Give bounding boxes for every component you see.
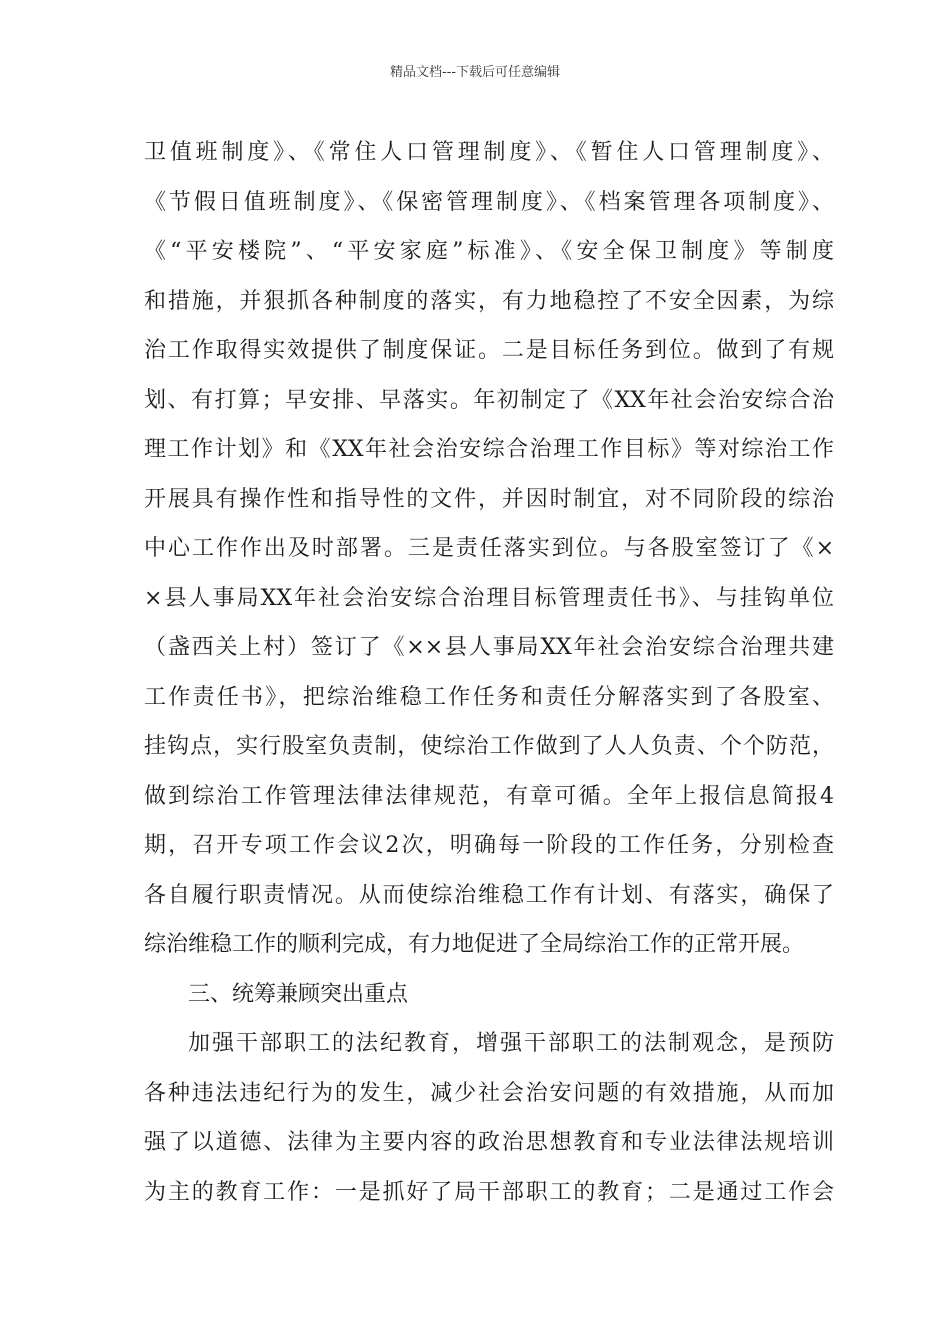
text-line-6: 划、有打算；早安排、早落实。年初制定了《XX年社会治安综合治 xyxy=(144,387,834,413)
text-line-7: 理工作计划》和《XX年社会治安综合治理工作目标》等对综治工作 xyxy=(144,437,834,462)
document-body xyxy=(144,128,834,1217)
text-line-17: 综治维稳工作的顺利完成，有力地促进了全局综治工作的正常开展。 xyxy=(144,932,805,957)
text-line-10: ×县人事局XX年社会治安综合治理目标管理责任书》、与挂钩单位 xyxy=(144,585,834,611)
text-line-9: 中心工作作出及时部署。三是责任落实到位。与各股室签订了《× xyxy=(144,536,834,561)
text-line-14: 做到综治工作管理法律法律规范，有章可循。全年上报信息简报4 xyxy=(144,783,834,809)
text-line-8: 开展具有操作性和指导性的文件，并因时制宜，对不同阶段的综治 xyxy=(144,486,834,512)
text-line-1: 卫值班制度》、《常住人口管理制度》、《暂住人口管理制度》、 xyxy=(144,140,834,165)
page-header: 精品文档---下载后可任意编辑 xyxy=(389,65,561,80)
text-line-5: 治工作取得实效提供了制度保证。二是目标任务到位。做到了有规 xyxy=(144,338,834,363)
text-line-2: 《节假日值班制度》、《保密管理制度》、《档案管理各项制度》、 xyxy=(144,189,834,215)
text-line-13: 挂钩点，实行股室负责制，使综治工作做到了人人负责、个个防范， xyxy=(144,734,834,759)
text-line-16: 各自履行职责情况。从而使综治维稳工作有计划、有落实，确保了 xyxy=(144,882,834,908)
text-line-19: 加强干部职工的法纪教育，增强干部职工的法制观念，是预防 xyxy=(188,1031,834,1056)
section-heading: 三、统筹兼顾突出重点 xyxy=(188,981,409,1007)
text-line-11: （盏西关上村）签订了《××县人事局XX年社会治安综合治理共建 xyxy=(144,635,834,660)
text-line-21: 强了以道德、法律为主要内容的政治思想教育和专业法律法规培训 xyxy=(144,1130,834,1155)
text-line-22: 为主的教育工作：一是抓好了局干部职工的教育；二是通过工作会 xyxy=(144,1179,834,1205)
text-line-15: 期，召开专项工作会议2次，明确每一阶段的工作任务，分别检查 xyxy=(144,833,834,858)
text-line-3: 《“平安楼院”、“平安家庭”标准》、《安全保卫制度》等制度 xyxy=(144,239,834,264)
text-line-4: 和措施，并狠抓各种制度的落实，有力地稳控了不安全因素，为综 xyxy=(144,288,834,314)
text-line-12: 工作责任书》，把综治维稳工作任务和责任分解落实到了各股室、 xyxy=(144,684,834,710)
text-line-20: 各种违法违纪行为的发生，减少社会治安问题的有效措施，从而加 xyxy=(144,1080,834,1106)
